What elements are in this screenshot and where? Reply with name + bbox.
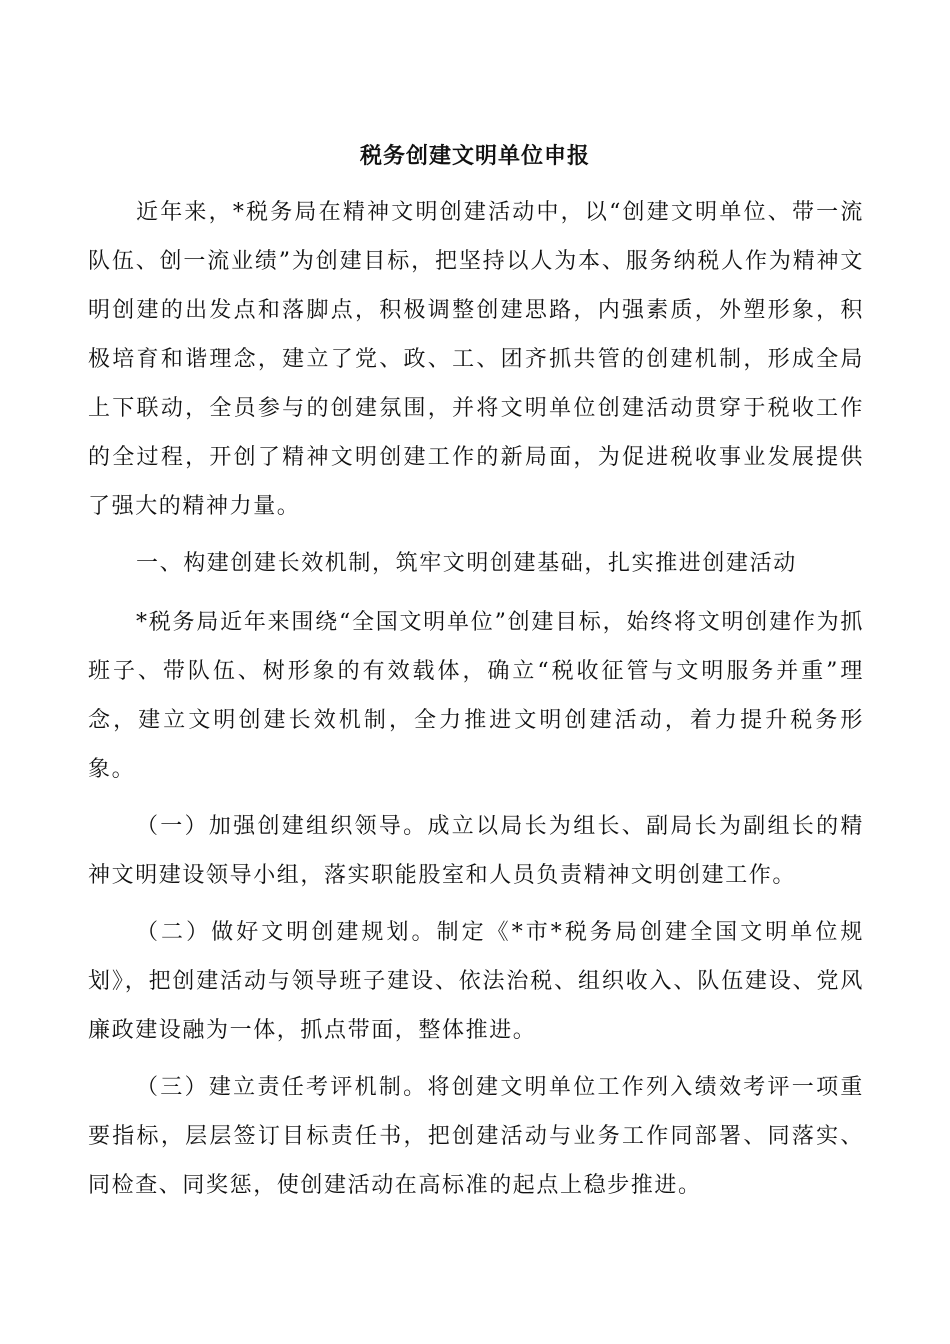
subsection-paragraph-2: （二）做好文明创建规划。制定《*市*税务局创建全国文明单位规划》，把创建活动与领导班子建设、依法治税、组织收入、队伍建设、党风廉政建设融为一体，抓点带面，整体推进。 <box>88 920 864 1043</box>
subsection-paragraph-3: （三）建立责任考评机制。将创建文明单位工作列入绩效考评一项重要指标，层层签订目标责任书，把创建活动与业务工作同部署、同落实、同检查、同奖惩，使创建活动在高标准的起点上稳步推进。 <box>88 1075 864 1198</box>
section-paragraph: *税务局近年来围绕“全国文明单位”创建目标，始终将文明创建作为抓班子、带队伍、树形象的有效载体，确立“税收征管与文明服务并重”理念，建立文明创建长效机制，全力推进文明创建活动，着力提升税务形象。 <box>88 610 864 782</box>
subsection-paragraph-1: （一）加强创建组织领导。成立以局长为组长、副局长为副组长的精神文明建设领导小组，落实职能股室和人员负责精神文明创建工作。 <box>88 814 864 888</box>
document-body <box>88 188 864 1218</box>
intro-paragraph: 近年来，*税务局在精神文明创建活动中，以“创建文明单位、带一流队伍、创一流业绩”为创建目标，把坚持以人为本、服务纳税人作为精神文明创建的出发点和落脚点，积极调整创建思路，内强素质，外塑形象，积极培育和谐理念，建立了党、政、工、团齐抓共管的创建机制，形成全局上下联动，全员参与的创建氛围，并将文明单位创建活动贯穿于税收工作的全过程，开创了精神文明创建工作的新局面，为促进税收事业发展提供了强大的精神力量。 <box>88 200 864 519</box>
document-title: 税务创建文明单位申报 <box>359 143 590 169</box>
section-heading: 一、构建创建长效机制，筑牢文明创建基础，扎实推进创建活动 <box>136 551 797 576</box>
